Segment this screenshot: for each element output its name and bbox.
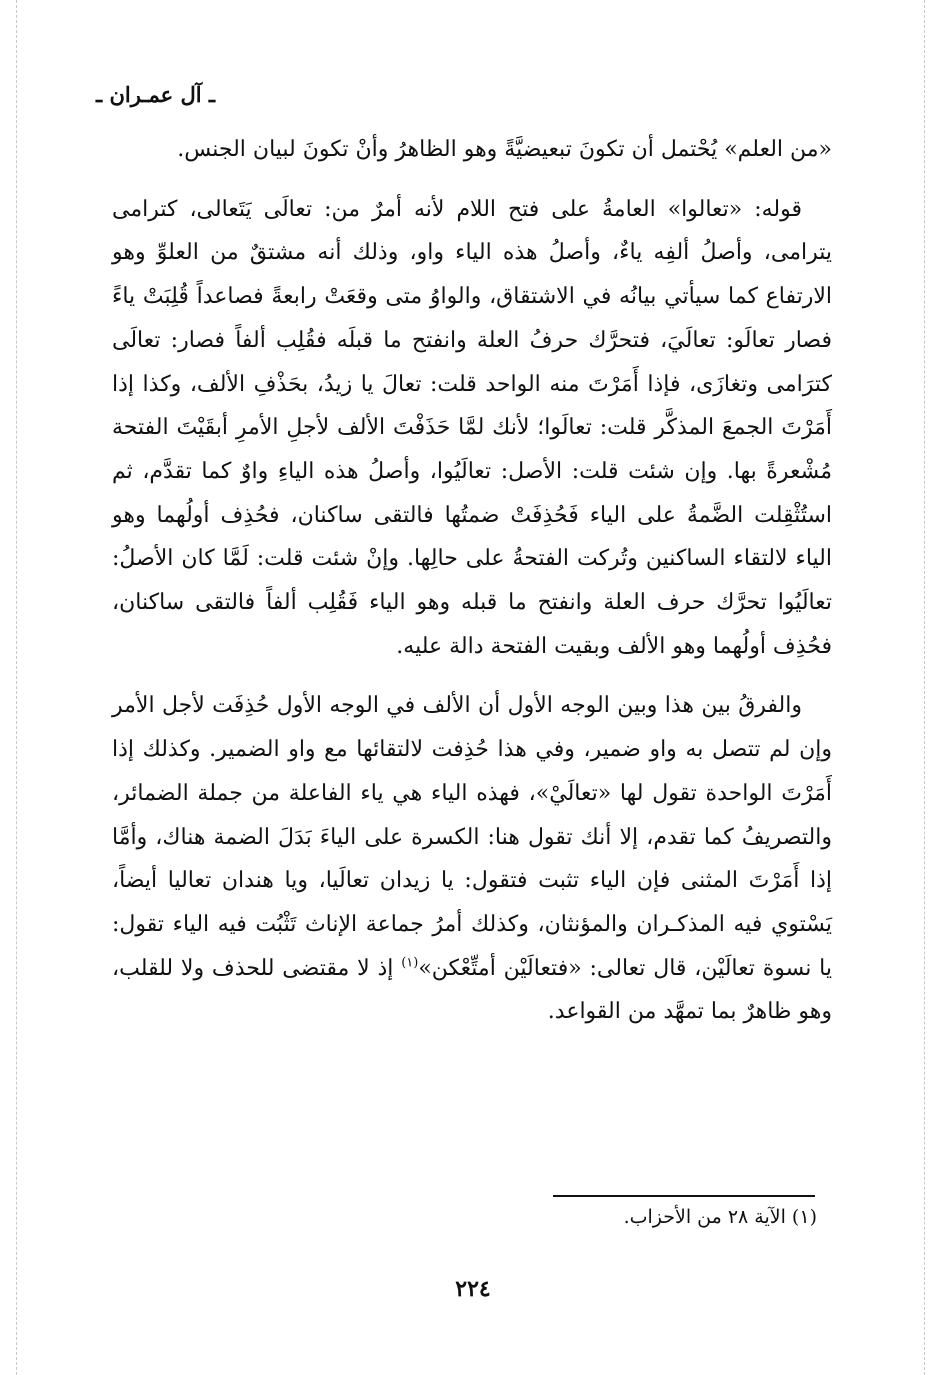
paragraph: قوله: «تعالوا» العامةُ على فتح اللام لأنه أمرٌ من: تعالَى يَتَعالى، كترامى يترامى، وأصلُ ألفِه ياءٌ، وأصلُ هذه الياء واو، وذلك أنه مشتقٌ من العلوِّ وهو الارتفاع كما سيأتي بيانُه في الاشتقاق، والواوُ متى وقعَتْ رابعةً فصاعداً قُلِبَتْ ياءً فصار تعالَو: تعالَيَ، فتحرَّك حرفُ العلة وانفتح ما قبلَه فقُلِب ألفاً فصار: تعالَى كترَامى وتغازَى، فإذا أَمَرْتَ منه الواحد قلت: تعالَ يا زيدُ، بحَذْفِ الألف، وكذا إذا أَمَرْتَ الجمعَ المذكَّر قلت: تعالَوا؛ لأنك لمَّا حَذَفْتَ الألف لأجلِ الأمرِ أبقَيْتَ الفتحة مُشْعرةً بها. وإن شئت قلت: الأصل: تعالَيُوا، وأصلُ هذه الياءِ واوٌ كما تقدَّم، ثم استُثْقِلت الضَّمةُ على الياء فَحُذِفَتْ ضمتُها فالتقى ساكنان، فحُذِف أولُهما وهو الياء لالتقاء الساكنين وتُركت الفتحةُ على حالِها. وإنْ شئت قلت: لَمَّا كان الأصلُ: تعالَيُوا تحرَّك حرف العلة وانفتح ما قبله وهو الياء فَقُلِب ألفاً فالتقى ساكنان، فحُذِف أولُهما وهو الألف وبقيت الفتحة دالة عليه. bbox=[112, 196, 832, 659]
paragraph: «من العلم» يُحْتمل أن تكونَ تبعيضيَّةً وهو الظاهرُ وأنْ تكونَ لبيان الجنس. bbox=[177, 137, 832, 162]
scan-edge-right bbox=[924, 0, 925, 1375]
footnote: (١) الآية ٢٨ من الأحزاب. bbox=[623, 1206, 817, 1228]
paragraph bbox=[112, 684, 832, 1034]
paragraph-text-continued: إذ لا مقتضى للحذف ولا للقلب، وهو ظاهرٌ بما تمهَّد من القواعد. bbox=[112, 955, 832, 1025]
footnote-separator bbox=[553, 1195, 815, 1197]
page-number: ٢٢٤ bbox=[455, 1276, 491, 1302]
paragraph-text: والفرقُ بين هذا وبين الوجه الأول أن الألف في الوجه الأول حُذِفَت لأجل الأمر وإن لم تتصل به واو ضمير، وفي هذا حُذِفت لالتقائها مع واو الضمير. وكذلك إذا أَمَرْتَ الواحدة تقول لها «تعالَيْ»، فهذه الياء هي ياء الفاعلة من جملة الضمائر، والتصريفُ كما تقدم، إلا أنك تقول هنا: الكسرة على الياءَ بَدَلَ الضمة هناك، وأمَّا إذا أَمَرْتَ المثنى فإن الياء تثبت فتقول: يا زيدان تعالَيا، ويا هندان تعاليا أيضاً، يَسْتوي فيه المذكـران والمؤنثان، وكذلك أمرُ جماعة الإناث تَثْبُت فيه الياء تقول: يا نسوة تعالَيْن، قال تعالى: «فتعالَيْن أمتِّعْكن» bbox=[112, 693, 832, 981]
running-header: ـ آل عمـران ـ bbox=[96, 82, 215, 107]
footnote-marker: (١) bbox=[401, 955, 419, 971]
scan-edge-left bbox=[16, 0, 17, 1375]
main-text bbox=[112, 128, 832, 1050]
